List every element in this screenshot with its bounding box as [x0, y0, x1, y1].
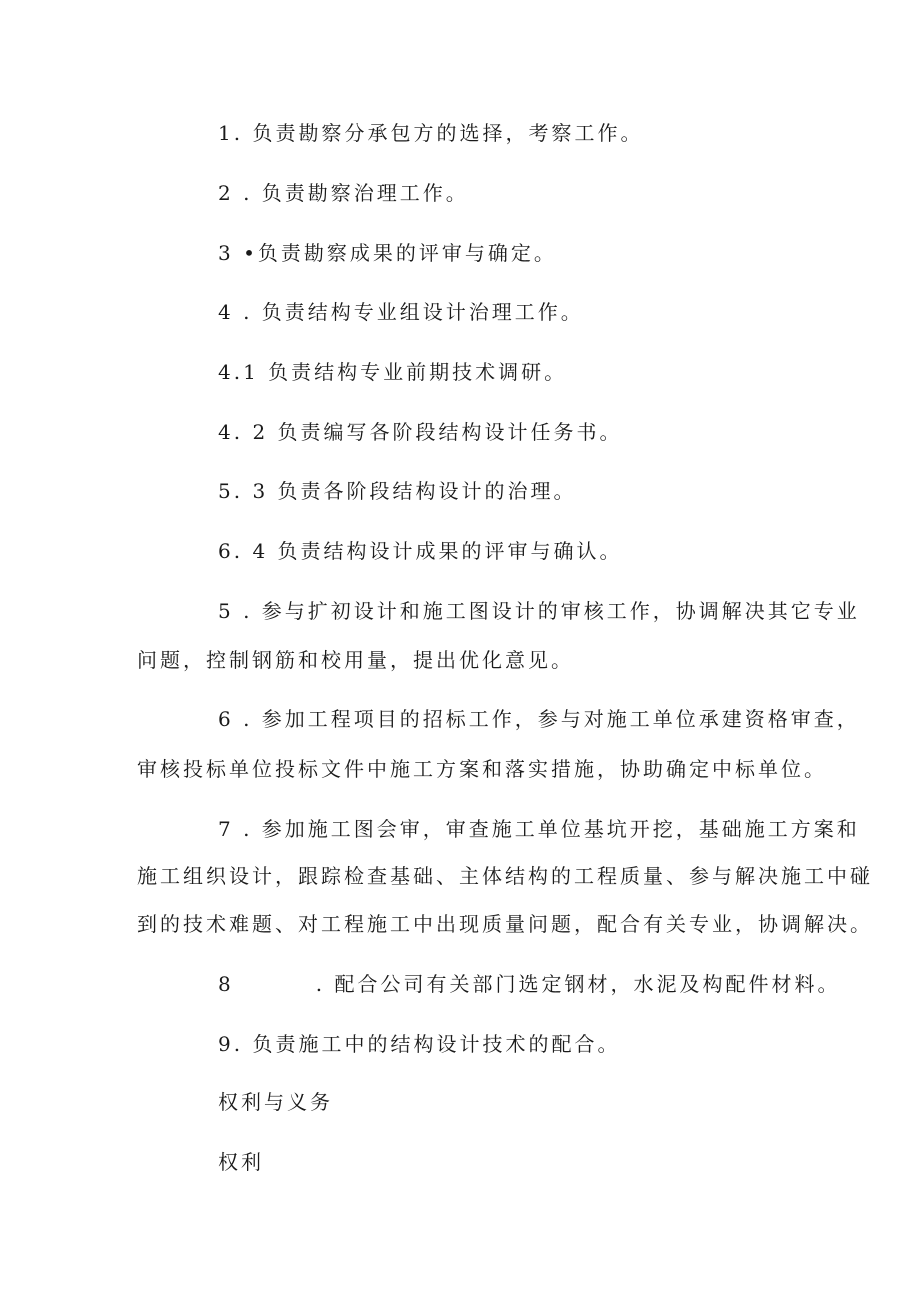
item-2: 2 . 负责勘察治理工作。 — [218, 181, 469, 205]
item-6-line-1: 6 . 参加工程项目的招标工作，参与对施工单位承建资格审查， — [218, 707, 860, 731]
item-4: 4 . 负责结构专业组设计治理工作。 — [218, 300, 584, 324]
item-7-line-3: 到的技术难题、对工程施工中出现质量问题，配合有关专业，协调解决。 — [137, 912, 873, 936]
item-4-3: 5. 3 负责各阶段结构设计的治理。 — [218, 479, 577, 503]
item-7-line-2: 施工组织设计，跟踪检查基础、主体结构的工程质量、参与解决施工中碰 — [137, 864, 873, 888]
item-5-line-2: 问题，控制钢筋和校用量，提出优化意见。 — [137, 648, 574, 672]
heading-rights-and-duties: 权利与义务 — [218, 1090, 333, 1114]
item-3: 3 •负责勘察成果的评审与确定。 — [218, 241, 557, 265]
item-7-line-1: 7 . 参加施工图会审，审查施工单位基坑开挖，基础施工方案和 — [218, 817, 860, 841]
item-6-line-2: 审核投标单位投标文件中施工方案和落实措施，协助确定中标单位。 — [137, 757, 827, 781]
item-4-1: 4.1 负责结构专业前期技术调研。 — [218, 360, 568, 384]
item-8-text: . 配合公司有关部门选定钢材，水泥及构配件材料。 — [315, 972, 841, 996]
item-8-number: 8 — [218, 972, 234, 996]
item-4-2: 4. 2 负责编写各阶段结构设计任务书。 — [218, 420, 623, 444]
item-4-4: 6. 4 负责结构设计成果的评审与确认。 — [218, 539, 623, 563]
item-5-line-1: 5 . 参与扩初设计和施工图设计的审核工作，协调解决其它专业 — [218, 599, 860, 623]
item-1: 1. 负责勘察分承包方的选择，考察工作。 — [218, 121, 644, 145]
item-8 — [218, 970, 840, 998]
item-9: 9. 负责施工中的结构设计技术的配合。 — [218, 1032, 621, 1056]
heading-rights: 权利 — [218, 1150, 264, 1174]
